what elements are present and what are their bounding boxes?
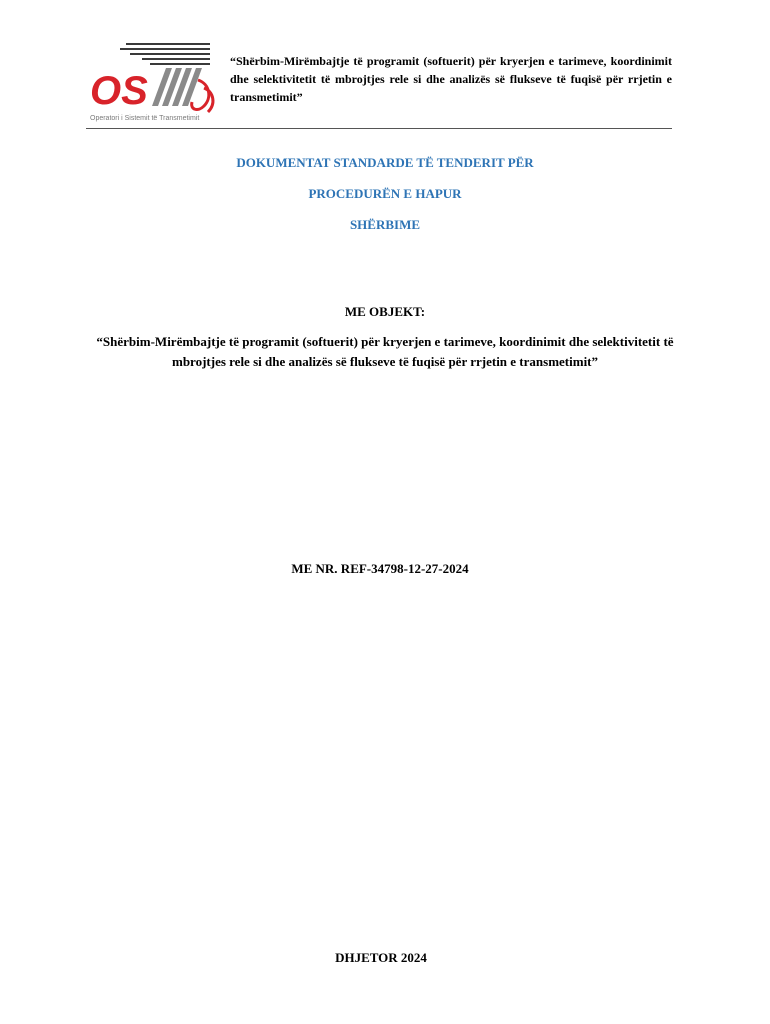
subject-text: “Shërbim-Mirëmbajtje të programit (softuerit) për kryerjen e tarimeve, koordinimit dhe selektivitetit të mbrojtjes rele si dhe analizës së flukseve të fuqisë për rrjetin e transmetimit” [96, 334, 674, 369]
document-date: DHJETOR 2024 [335, 950, 427, 965]
subject-label: ME OBJEKT: [344, 304, 426, 319]
document-title-line-1: DOKUMENTAT STANDARDE TË TENDERIT PËR [236, 155, 534, 170]
logo-caption: Operatori i Sistemit të Transmetimit [90, 115, 200, 122]
reference-number: ME NR. REF-34798-12-27-2024 [291, 561, 469, 576]
document-title-line-2: PROCEDURËN E HAPUR [308, 186, 462, 201]
os-logo-graphic [86, 40, 220, 124]
company-logo [86, 40, 220, 124]
document-title-line-3: SHËRBIME [349, 217, 421, 232]
logo-letters: OS [90, 69, 148, 113]
header-subject: “Shërbim-Mirëmbajtje të programit (softuerit) për kryerjen e tarimeve, koordinimit dhe selektivitetit të mbrojtjes rele si dhe analizës së flukseve të fuqisë për rrjetin e transmetimit” [230, 54, 672, 104]
header-divider [86, 128, 672, 129]
